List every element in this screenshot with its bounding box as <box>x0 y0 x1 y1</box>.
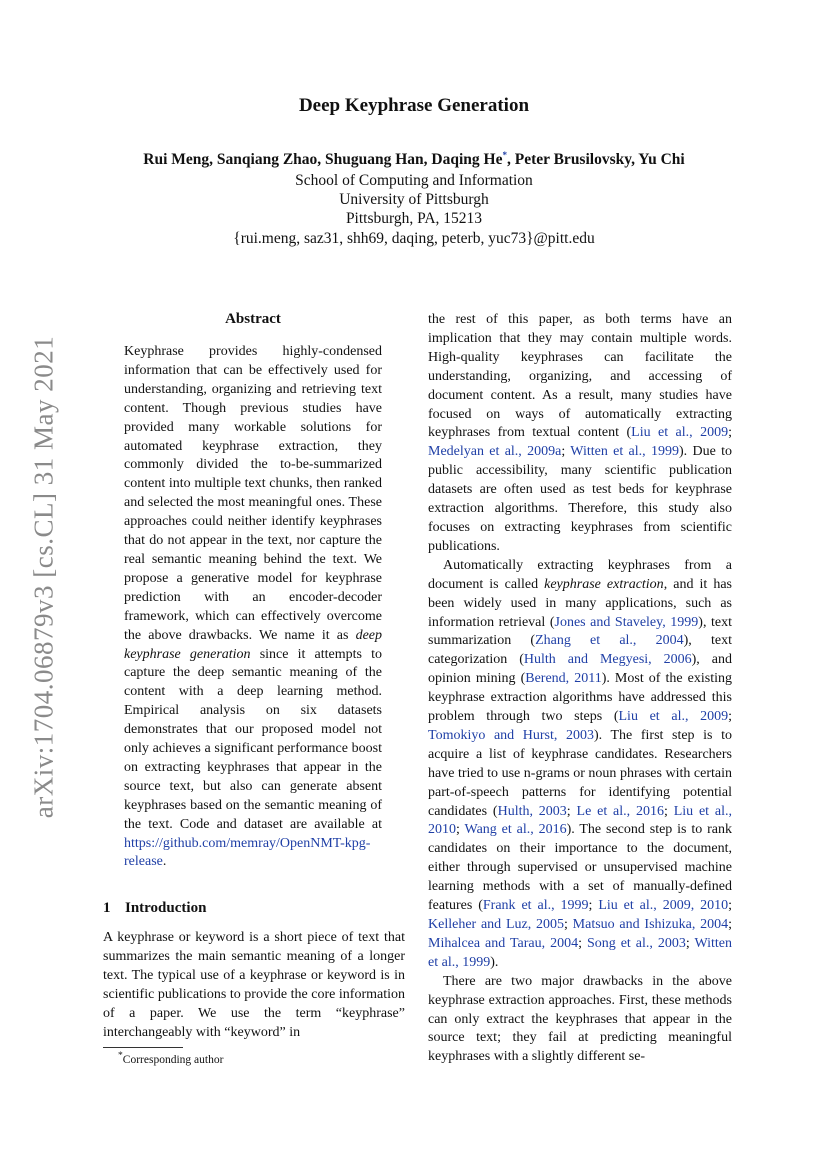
citation-link[interactable]: Wang et al., 2016 <box>464 822 567 838</box>
abstract-emphasis: deep keyphrase generation <box>124 627 382 662</box>
citation-link[interactable]: Witten et al., 1999 <box>428 935 733 970</box>
affiliation-location: Pittsburgh, PA, 15213 <box>345 210 483 227</box>
arxiv-id-text: arXiv:1704.06879v3 [cs.CL] 31 May 2021 <box>28 335 59 819</box>
author-list <box>0 150 828 169</box>
emphasis: keyphrase extraction <box>544 576 664 592</box>
citation-link[interactable]: Liu et al., 2009 <box>618 709 729 725</box>
citation-link[interactable]: Matsuo and Ishizuka, 2004 <box>572 917 729 932</box>
citation-link[interactable]: Liu et al., 2010 <box>428 803 732 838</box>
intro-paragraph: A keyphrase or keyword is a short piece of text that summarizes the main semantic meaning of a longer text. The typical use of a keyphrase or keyword is in scientific publications to provide the core information of a paper. We use the term “keyphrase” interchangeably with “keyword” in <box>103 930 405 1040</box>
right-column <box>428 311 732 1067</box>
footnote-divider <box>103 1047 183 1048</box>
author-emails: {rui.meng, saz31, shh69, daqing, peterb, yuc73}@pitt.edu <box>233 230 595 247</box>
abstract-text: since it attempts to capture the deep semantic meaning of the content with a deep learning method. Empirical analysis on six datasets demonstrates that our proposed model not only achieves a significant performance boost on extracting keyphrases that appear in the source text, but also can generate absent keyphrases based on the semantic meaning of the text. Code and dataset are available at <box>124 646 382 832</box>
affiliation-school: School of Computing and Information <box>295 172 533 189</box>
citation-link[interactable]: Kelleher and Luz, 2005 <box>428 917 564 932</box>
footnote-text: Corresponding author <box>122 1053 224 1066</box>
citation-link[interactable]: Jones and Staveley, 1999 <box>554 614 699 630</box>
code-link[interactable]: https://github.com/memray/OpenNMT-kpg-release <box>124 835 371 870</box>
citation-link[interactable]: Zhang et al., 2004 <box>535 633 684 649</box>
section-title: Introduction <box>125 900 207 916</box>
citation-link[interactable]: Le et al., 2016 <box>576 803 664 819</box>
footnote <box>118 1050 223 1066</box>
authors-part-2: , Peter Brusilovsky, Yu Chi <box>506 151 685 169</box>
section-number: 1 <box>103 900 111 916</box>
paragraph: Automatically extracting keyphrases from a document is called keyphrase extraction, and it has been widely used in many applications, such as information retrieval (Jones and Staveley, 1999), text summarization (Zhang et al., 2004), text categorization (Hulth and Megyesi, 2006), and opinion mining (Berend, 2011). Most of the existing keyphrase extraction algorithms have addressed this problem through two steps (Liu et al., 2009; Tomokiyo and Hurst, 2003). The first step is to acquire a list of keyphrase candidates. Researchers have tried to use n-grams or noun phrases with certain part-of-speech patterns for identifying potential candidates (Hulth, 2003; Le et al., 2016; Liu et al., 2010; Wang et al., 2016). The second step is to rank candidates on their importance to the document, either through supervised or unsupervised machine learning methods with a set of manually-defined features (Frank et al., 1999; Liu et al., 2009, 2010; Kelleher and Luz, 2005; Matsuo and Ishizuka, 2004; Mihalcea and Tarau, 2004; Song et al., 2003; Witten et al., 1999). <box>428 557 733 970</box>
citation-link[interactable]: Song et al., 2003 <box>586 935 686 951</box>
citation-link[interactable]: Tomokiyo and Hurst, 2003 <box>428 727 594 743</box>
citation-link[interactable]: Hulth and Megyesi, 2006 <box>523 652 692 668</box>
citation-link[interactable]: Berend, 2011 <box>525 671 602 687</box>
abstract-heading: Abstract <box>225 311 281 327</box>
corresponding-author-mark[interactable]: * <box>502 150 507 160</box>
citation-link[interactable]: Frank et al., 1999 <box>482 898 589 914</box>
authors-part-1: Rui Meng, Sanqiang Zhao, Shuguang Han, Daqing He <box>143 151 503 169</box>
citation-link[interactable]: Liu et al., 2009 <box>631 425 729 441</box>
affiliation-university: University of Pittsburgh <box>339 191 489 208</box>
footnote-mark: * <box>118 1050 123 1061</box>
citation-link[interactable]: Medelyan et al., 2009a <box>428 444 562 460</box>
citation-link[interactable]: Hulth, 2003 <box>497 803 567 819</box>
paragraph: the rest of this paper, as both terms have an implication that they may contain multiple words. High-quality keyphrases can facilitate the understanding, organizing, and accessing of document content. As a result, many studies have focused on ways of automatically extracting keyphrases from textual content (Liu et al., 2009; Medelyan et al., 2009a; Witten et al., 1999). Due to public accessibility, many scientific publication datasets are often used as test beds for keyphrase extraction algorithms. Therefore, this study also focuses on extracting keyphrases from scientific publications. <box>428 312 732 554</box>
abstract-body: Keyphrase provides highly-condensed information that can be effectively used for understanding, organizing and retrieving text content. Though previous studies have provided many workable solutions for automated keyphrase extraction, they commonly divided the to-be-summarized content into multiple text chunks, then ranked and selected the most meaningful ones. These approaches could neither identify keyphrases that do not appear in the text, nor capture the real semantic meaning behind the text. We propose a generative model for keyphrase prediction with an encoder-decoder framework, which can effectively overcome the above drawbacks. We name it as deep keyphrase generation since it attempts to capture the deep semantic meaning of the content with a deep learning method. Empirical analysis on six datasets demonstrates that our proposed model not only achieves a significant performance boost on extracting keyphrases that appear in the source text, but also can generate absent keyphrases based on the semantic meaning of the text. Code and dataset are available at https://github.com/memray/OpenNMT-kpg-release. <box>124 344 382 870</box>
citation-link[interactable]: Liu et al., 2009, 2010 <box>598 898 729 914</box>
citation-link[interactable]: Mihalcea and Tarau, 2004 <box>428 935 579 951</box>
paragraph: There are two major drawbacks in the above keyphrase extraction approaches. First, these methods can only extract the keyphrases that appear in the source text; they fail at predicting meaningful keyphrases with a slightly different se- <box>428 973 732 1065</box>
abstract-text: Keyphrase provides highly-condensed information that can be effectively used for understanding, organizing and retrieving text content. Though previous studies have provided many workable solutions for automated keyphrase extraction, they commonly divided the to-be-summarized content into multiple text chunks, then ranked and selected the most meaningful ones. These approaches could neither identify keyphrases that do not appear in the text, nor capture the real semantic meaning behind the text. We propose a generative model for keyphrase prediction with an encoder-decoder framework, which can effectively overcome the above drawbacks. We name it as <box>124 344 382 643</box>
paper-title: Deep Keyphrase Generation <box>298 95 530 116</box>
section-heading-introduction <box>103 900 206 917</box>
citation-link[interactable]: Witten et al., 1999 <box>570 444 679 460</box>
